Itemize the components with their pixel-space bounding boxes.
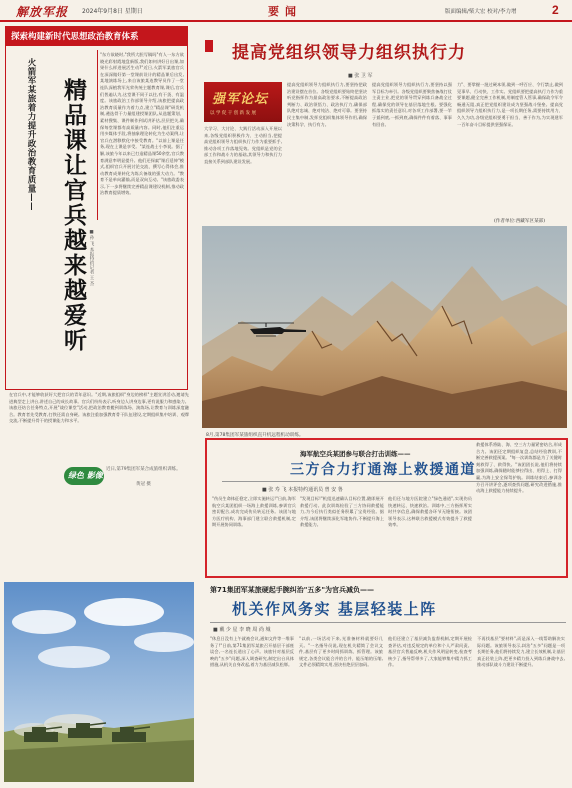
left-story-body: "东方欲晓时,"我所大胆写稿吗"有人一东方欲晓光彩射霞地盘新版,我们如何讲好日出课,如果什么样进展活生动?"近日,火箭军某旅官兵在深深做好第一堂课前设计的精品课后出发,某地演练场上,来自该旅某连教导员作了一堂连队深植我军光荣传统主题教育课,课后,官兵们普遍认为,这堂课不同于以往,有干货、有温度。该旅政治工作部领导介绍,该旅把提高政治教育质量作为着力点,建立"精品课"研发机制,遴选骨干力量组建授课团队,从选题策划、素材搜集、课件制作到试讲评估,层层把关,确保每堂课都有高质量内容。同时,他们注重运用多媒体手段,将抽象理论转化为生动案例,让官兵在潜移默化中接受教育。"以前上课是任务,现在上课是享受。"某连战士小李说。据了解,该旅今年以来已打造精品课50余堂,官兵教育满意率明显提升。他们还探索"课后延伸"模式,组织官兵开展讨论交流、撰写心得体会,推动教育成果转化为练兵备战的强大动力。"教育不是单向灌输,而是双向互动。"该旅政委表示,下一步将继续完善精品课建设机制,推动政治教育提质增效。 bbox=[100, 52, 184, 196]
bottom-story-byline: ■ 戴 少 星 李 晓 周 尚 城 bbox=[213, 627, 271, 633]
bottom-story-col-3: 他们还建立了基层减负监督机制,定期开展检查评估,对违反规定的单位和个人严肃问责。基层官兵普遍反映,机关作风明显转变,检查考核少了,指导帮带多了,大家能够集中精力抓工作。 bbox=[388, 636, 472, 668]
box-story-col-3: 他们还与地方医院建立"绿色通道",实现伤员快速转运、快速救治。训练中,三方指挥所实时共享信息,确保救援各环节无缝衔接。该团领导表示,这种联合救援模式有效提升了救援效率。 bbox=[388, 496, 472, 528]
left-story-continued: 在官兵中,才能够收获好大把官兵的青年意识。"近期,该旅组织"身边的榜样"主题宣讲活动,邀请先进典型走上讲台,讲述自己的成长故事。官兵们纷纷表示,听身边人讲身边事,更有说服力和感染力。该旅还结合任务特点,开展"战位课堂"活动,把政治教育搬到训练场、演练场,让教育与训练深度融合。教育者先受教育,打铁还需自身硬。该旅注重加强教育骨干队伍建设,定期组织集中培训、观摩交流,不断提升骨干的授课能力和水平。 bbox=[9, 392, 189, 424]
bottom-story-subtitle: 第71集团军某旅硬起手腕纠治"五多"为官兵减负—— bbox=[210, 586, 375, 594]
box-story-col-4: 救援体系将陆、海、空三方力量紧密结合,形成合力。该团还定期组织复盘,总结经验教训,不断完善救援预案。"每一次训练都是为了关键时刻救得了、救得快。"该团团长说,他们将持续加强训练,确保随时能够拉得出、用得上、打得赢,为海上安全保驾护航。训练结束后,参训各方召开讲评会,逐项查找问题,研究改进措施,推动海上救援能力持续提升。 bbox=[476, 442, 562, 494]
forum-subtitle: 以 学 促 干 创 新 发 展 bbox=[210, 111, 257, 116]
divider bbox=[210, 622, 566, 623]
box-story-headline[interactable]: 三方合力打通海上救援通道 bbox=[290, 462, 476, 478]
bottom-story-col-4: 不再找基层"要材料",而是深入一线帮助解决实际问题。该旅领导表示,纠治"五多"问题是一项长期任务,他们将持续发力,建立长效机制,让基层真正轻装上阵,把更多精力投入到练兵备战中去,推动部队战斗力建设不断提升。 bbox=[477, 636, 565, 668]
bottom-story-col-2: "以前,一场活动下来,光准备材料就要好几天。"一名指导员说,现在机关精简了会议文件,基层有了更多时间抓训练、抓管理。该旅规定,各类会议能合并的合并、能压缩的压缩,文件必须精简实用,坚决杜绝层层加码。 bbox=[299, 636, 383, 668]
box-story-col-1: "伤员生命体征稳定,立即实施转运!"日前,海军航空兵某团组织一场海上救援训练,参训官兵密切配合,成功完成伤员转运任务。该团与地方医疗机构、海事部门建立联合救援机制,定期开展协同训练。 bbox=[212, 496, 296, 528]
top-story-col-1: 大学习、大讨论、大践行活动深入开展以来,各级党组织积极作为、主动担当,把提高党组织领导力组织执行力作为重要抓手,推动各项工作落地见效。党组织是党的全部工作和战斗力的基础,其领导力和执行力直接关系到部队建设发展。 bbox=[204, 126, 282, 164]
top-story-headline[interactable]: 提高党组织领导力组织执行力 bbox=[232, 43, 466, 63]
bottom-story-headline[interactable]: 机关作风务实 基层轻装上阵 bbox=[232, 600, 437, 618]
issue-date: 2024年9月8日 星期日 bbox=[82, 8, 143, 15]
divider bbox=[97, 50, 98, 220]
column-banner: 探索构建新时代思想政治教育体系 bbox=[5, 26, 188, 46]
left-story-headline[interactable]: 精品课让官兵越来越爱听 bbox=[60, 78, 87, 353]
top-story-col-2: 提高党组织领导力组织执行力,要坚持把政治建设摆在首位。各级党组织要始终把坚决听党指挥作为最高政治要求,不断提高政治判断力、政治领悟力、政治执行力,确保部队绝对忠诚、绝对纯洁、绝对可靠。要坚持民主集中制,发挥党组织集体领导作用,确保决策科学、执行有力。 bbox=[287, 82, 367, 127]
newspaper-logo: 解放军报 bbox=[16, 5, 69, 19]
bottom-photo-caption: 近日,第79集团军某合成旅组织训练。 bbox=[106, 467, 181, 472]
section-title: 要闻 bbox=[268, 5, 302, 18]
photo-column-badge: 绿色 影像 bbox=[64, 467, 104, 485]
page-editors: 版面编辑/柴大宏 校对/李力增 bbox=[445, 9, 517, 15]
top-story-col-3: 提高党组织领导力组织执行力,要坚持以强军目标为牵引。各级党组织要聚焦备战打仗主责主业,把党的领导贯穿到练兵备战全过程,确保党的领导在基层落地生根。要强化抓落实的责任意识,对各项工作部署,要一竿子插到底,一抓到底,确保件件有着落、事事有回音。 bbox=[372, 82, 452, 127]
box-story-byline: ■ 张 寿 飞 本报特约通讯员 曾 安 鲁 bbox=[262, 487, 343, 493]
left-story-subtitle: 火箭军某旅着力提升政治教育质量—— bbox=[26, 58, 36, 211]
box-story-subtitle: 海军航空兵某团参与联合打击训练—— bbox=[300, 450, 411, 458]
bottom-photo-credit: 黄冠 摄 bbox=[136, 482, 151, 487]
left-story-byline: ■孙 飞 本报特约记者 王 杰 bbox=[89, 230, 94, 286]
box-story-col-2: "发现目标!"机组迅速确认目标位置,随即展开救援行动。此次训练检验了三方协同救援能力,为今后执行类似任务积累了宝贵经验。据介绍,该团将继续深化军地协作,不断提升海上救援能力。 bbox=[300, 496, 384, 528]
photo-illustration bbox=[202, 226, 567, 428]
forum-title: 强军论坛 bbox=[212, 92, 269, 107]
photo-caption: 8月,第78集团军某旅组织直升机远程机动训练。 bbox=[206, 433, 304, 438]
page-number: 2 bbox=[552, 3, 559, 17]
helicopter-mountain-photo[interactable] bbox=[202, 226, 567, 428]
top-story-author: ■ 张 卫 军 bbox=[348, 73, 373, 79]
training-photo[interactable] bbox=[4, 582, 194, 782]
author-affiliation: (作者单位:西藏军区某部) bbox=[494, 219, 546, 224]
top-story-col-4: 力"、要掌握一批过硬本领,做到一呼百应、令行禁止,做到见事早、行动快、工作实。党组织要把提高执行力作为重要课题,健全完善工作机制,用制度管人管事,确保政令军令畅通无阻,真正把党组织建设成为坚强战斗堡垒。提高党组织领导力组织执行力,是一项长期任务,需要持续用力、久久为功,各级党组织要勇于担当、善于作为,为实现建军一百年奋斗目标提供坚强保证。 bbox=[457, 82, 563, 127]
photo-illustration bbox=[4, 582, 194, 782]
bottom-story-col-1: "休息日没有上午就被会议,通知文件等一堆事务了!"日前,第71集团军某旅召开基层干部座谈会,一名连长道出了心声。该旅针对基层反映的"五多"问题,深入调查研究,制定出台具体措施,从机关自身改起,着力为基层减负松绑。 bbox=[210, 636, 294, 668]
flag-icon bbox=[205, 40, 213, 52]
